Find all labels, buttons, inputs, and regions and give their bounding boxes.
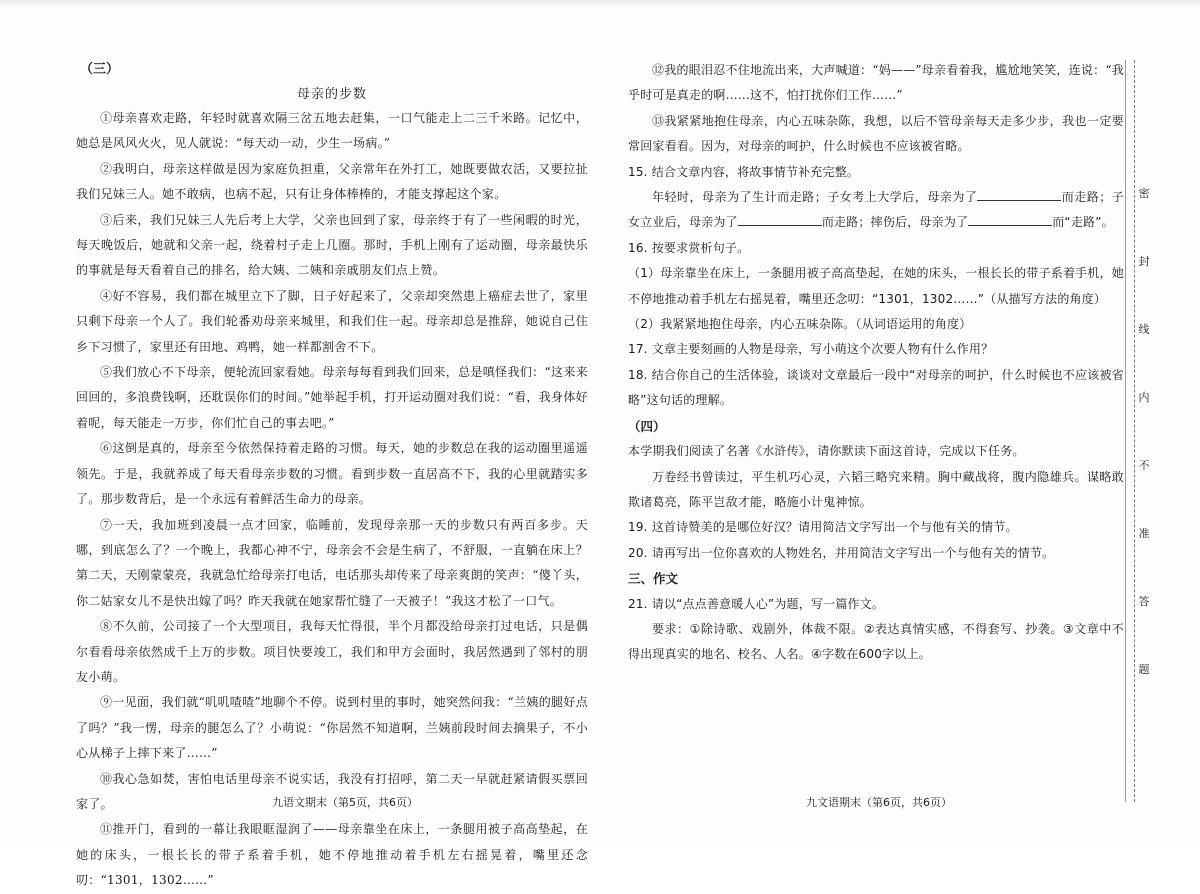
q15-part1: 年轻时，母亲为了生计而走路；子女考上大学后，母亲为了	[652, 190, 978, 205]
section-composition: 三、作文	[628, 571, 679, 587]
seal-char: 准	[1138, 527, 1150, 540]
story-paragraph: ④好不容易，我们都在城里立下了脚，日子好起来了，父亲却突然患上癌症去世了，家里只剩下母亲一个人了。我们轮番劝母亲来城里，和我们住一起。母亲却总是推辞，她说自己住乡下习惯了，家里还有田地、鸡鸭，她一样都割舍不下。	[76, 288, 588, 354]
answer-blank[interactable]	[738, 214, 822, 226]
story-paragraph: ⑧不久前，公司接了一个大型项目，我每天忙得很，半个月都没给母亲打过电话，只是偶尔看看母亲依然成千上万的步数。项目快要竣工，我们和甲方会面时，我居然遇到了邻村的朋友小萌。	[76, 619, 588, 684]
section-label-4: （四）	[628, 418, 666, 434]
seal-notice	[1134, 160, 1154, 704]
question-16: 16. 按要求赏析句子。	[628, 240, 750, 255]
story-paragraph: ⑬我紧紧地抱住母亲，内心五味杂陈，我想，以后不管母亲每天走多少步，我也一定要常回家看看。因为，对母亲的呵护，什么时候也不应该被省略。	[628, 113, 1124, 154]
question-21: 21. 请以“点点善意暖人心”为题，写一篇作文。	[628, 596, 885, 611]
right-column	[628, 58, 1124, 668]
story-paragraph: ⑩我心急如焚，害怕电话里母亲不说实话，我没有打招呼，第二天一早就赶紧请假买票回家了。	[76, 771, 588, 811]
seal-char: 线	[1138, 323, 1150, 336]
section-label-3: （三）	[80, 62, 120, 77]
question-19: 19. 这首诗赞美的是哪位好汉？请用简洁文字写出一个与他有关的情节。	[628, 520, 1018, 535]
story-paragraph: ⑪推开门，看到的一幕让我眼眶湿润了——母亲靠坐在床上，一条腿用被子高高垫起，在她的床头，一根长长的带子系着手机，她不停地推动着手机左右摇晃着，嘴里还念叨：“1301，1302……”	[76, 822, 588, 888]
question-18: 18. 结合你自己的生活体验，谈谈对文章最后一段中“对母亲的呵护，什么时候也不应该被省略”这句话的理解。	[628, 367, 1124, 408]
q15-part3: 而走路；摔伤后，母亲为了	[821, 215, 969, 230]
q15-part2: 而走路；子女立业后，母亲为了	[628, 190, 1124, 230]
question-15: 15. 结合文章内容，将故事情节补充完整。	[628, 164, 860, 179]
question-16-item-2: （2）我紧紧地抱住母亲，内心五味杂陈。（从词语运用的角度）	[628, 317, 972, 332]
answer-blank[interactable]	[977, 189, 1061, 201]
page-footer-left: 九语文期末（第5页，共6页）	[272, 796, 418, 809]
question-15-body	[628, 185, 1124, 236]
question-16-item-1: （1）母亲靠坐在床上，一条腿用被子高高垫起，在她的床头，一根长长的带子系着手机，她不停地推动着手机左右摇晃着，嘴里还念叨：“1301，1302……”（从描写方法的角度）	[628, 266, 1124, 306]
story-paragraph: ⑥这倒是真的，母亲至今依然保持着走路的习惯。每天，她的步数总在我的运动圈里遥遥领先。于是，我就养成了每天看母亲步数的习惯。看到步数一直居高不下，我的心里就踏实多了。那步数背后，是一个永远有着鲜活生命力的母亲。	[76, 441, 588, 507]
answer-blank[interactable]	[968, 214, 1052, 226]
story-paragraph: ③后来，我们兄妹三人先后考上大学，父亲也回到了家，母亲终于有了一些闲暇的时光，每天晚饭后，她就和父亲一起，绕着村子走上几圈。那时，手机上刚有了运动圈，母亲最快乐的事就是每天看着自己的排名，给大姨、二姨和亲戚朋友们点上赞。	[76, 212, 588, 278]
binding-line	[1125, 60, 1126, 802]
seal-char: 题	[1138, 663, 1150, 676]
poem: 万卷经书曾读过，平生机巧心灵，六韬三略究来精。胸中藏战将，腹内隐雄兵。谋略敢欺诸葛亮，陈平岂敌才能，略施小计鬼神惊。	[628, 469, 1124, 509]
left-column	[76, 58, 588, 894]
story-paragraph: ⑦一天，我加班到凌晨一点才回家，临睡前，发现母亲那一天的步数只有两百多步。天哪，到底怎么了？一个晚上，我都心神不宁，母亲会不会是生病了，不舒服，一直躺在床上？第二天，天刚蒙蒙亮，我就急忙给母亲打电话，电话那头却传来了母亲爽朗的笑声：“傻丫头，你二姑家女儿不是快出嫁了吗？昨天我就在她家帮忙缝了一天被子！”我这才松了一口气。	[76, 517, 588, 608]
seal-char: 密	[1138, 187, 1150, 200]
section-4-intro: 本学期我们阅读了名著《水浒传》，请你默读下面这首诗，完成以下任务。	[628, 444, 1025, 459]
seal-char: 答	[1138, 595, 1150, 608]
composition-requirements: 要求：①除诗歌、戏剧外，体裁不限。②表达真情实感，不得套写、抄袭。③文章中不得出现真实的地名、校名、人名。④字数在600字以上。	[628, 621, 1124, 662]
seal-char: 内	[1138, 391, 1150, 404]
story-paragraph: ②我明白，母亲这样做是因为家庭负担重，父亲常年在外打工，她既要做农活，又要拉扯我们兄妹三人。她不敢病，也病不起，只有让身体棒棒的，才能支撑起这个家。	[76, 161, 588, 202]
q15-part4: 而“走路”。	[1052, 215, 1114, 230]
seal-char: 封	[1138, 255, 1150, 268]
story-paragraph: ①母亲喜欢走路，年轻时就喜欢隔三岔五地去赶集，一口气能走上二三千米路。记忆中，她总是风风火火，见人就说：“每天动一动，少生一场病。”	[76, 111, 588, 151]
story-paragraph: ⑤我们放心不下母亲，便轮流回家看她。母亲每每看到我们回来，总是嗔怪我们：“这来来回回的，多浪费钱啊，还耽误你们的时间。”她举起手机，打开运动圈对我们说：“看，我身体好着呢，每天能走一万步，你们忙自己的事去吧。”	[76, 365, 588, 430]
question-17: 17. 文章主要刻画的人物是母亲，写小萌这个次要人物有什么作用？	[628, 342, 994, 357]
seal-char: 不	[1138, 459, 1150, 472]
scan-edge	[0, 0, 1200, 6]
story-paragraph: ⑨一见面，我们就“叽叽喳喳”地聊个不停。说到村里的事时，她突然问我：“兰姨的腿好点了吗？”我一愣，母亲的腿怎么了？小萌说：“你居然不知道啊，兰姨前段时间去摘果子，不小心从梯子上摔下来了……”	[76, 695, 588, 761]
page-footer-right: 九文语期末（第6页，共6页）	[806, 796, 952, 809]
story-title: 母亲的步数	[296, 87, 367, 102]
story-paragraph: ⑫我的眼泪忍不住地流出来，大声喊道：“妈——”母亲看着我，尴尬地笑笑，连说：“我乎时可是真走的啊……这不，怕打扰你们工作……”	[628, 63, 1124, 103]
question-20: 20. 请再写出一位你喜欢的人物姓名，并用简洁文字写出一个与他有关的情节。	[628, 545, 1055, 560]
